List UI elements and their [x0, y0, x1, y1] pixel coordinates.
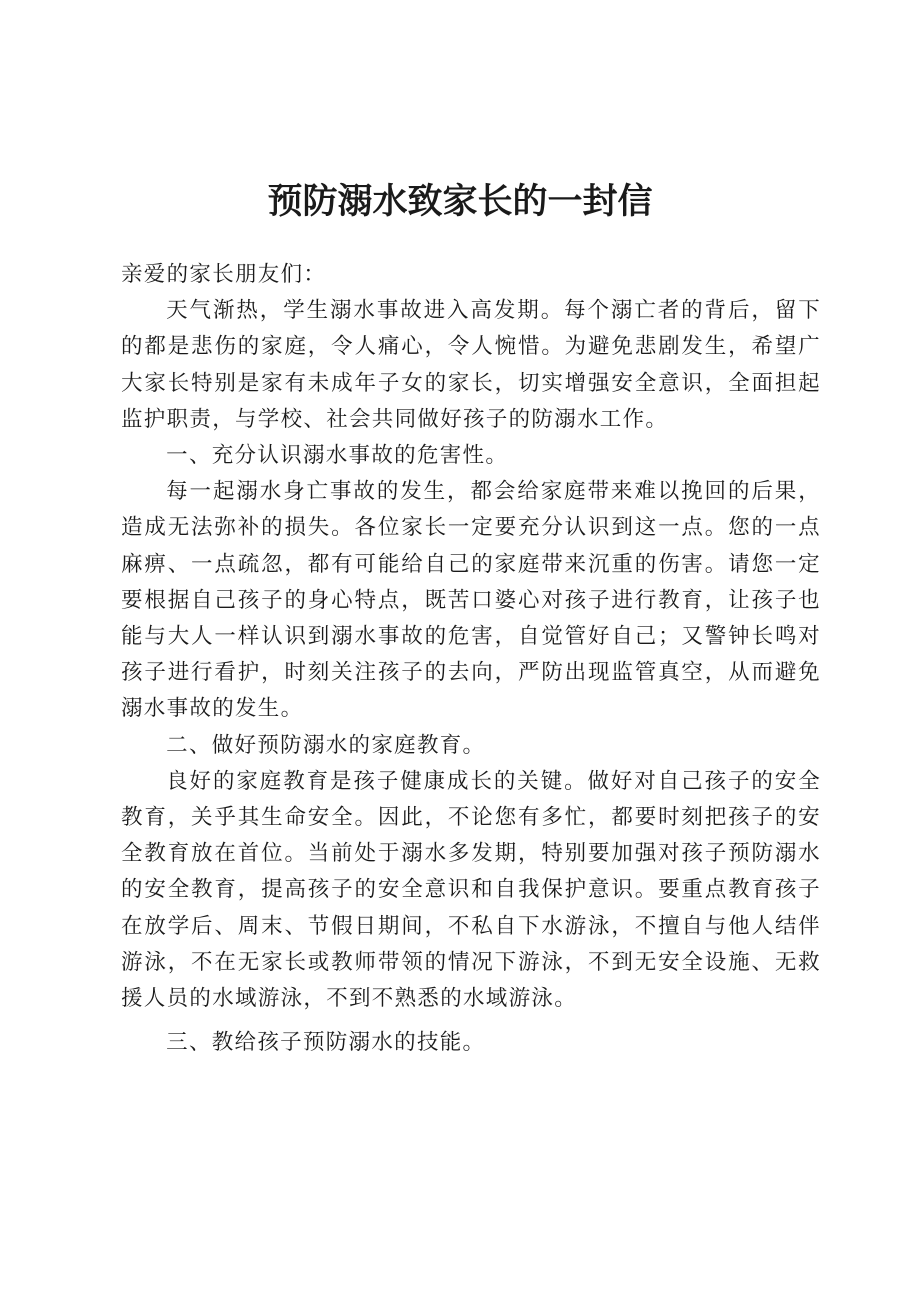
- section-heading-3: 三、教给孩子预防溺水的技能。: [166, 1030, 486, 1056]
- section-heading-2: 二、做好预防溺水的家庭教育。: [166, 732, 486, 758]
- section-heading-1: 一、充分认识溺水事故的危害性。: [166, 443, 509, 469]
- document-title: 预防溺水致家长的一封信: [267, 182, 653, 222]
- paragraph-section-2: 良好的家庭教育是孩子健康成长的关键。做好对自己孩子的安全教育，关乎其生命安全。因此，不论您有多忙，都要时刻把孩子的安全教育放在首位。当前处于溺水多发期，特别要加强对孩子预防溺水的安全教育，提高孩子的安全意识和自我保护意识。要重点教育孩子在放学后、周末、节假日期间，不私自下水游泳，不擅自与他人结伴游泳，不在无家长或教师带领的情况下游泳，不到无安全设施、无救援人员的水域游泳，不到不熟悉的水域游泳。: [121, 768, 821, 1012]
- letter-body: [121, 257, 821, 1061]
- paragraph-intro: 天气渐热，学生溺水事故进入高发期。每个溺亡者的背后，留下的都是悲伤的家庭，令人痛心，令人惋惜。为避免悲剧发生，希望广大家长特别是家有未成年子女的家长，切实增强安全意识，全面担起监护职责，与学校、社会共同做好孩子的防溺水工作。: [121, 298, 821, 432]
- paragraph-section-1: 每一起溺水身亡事故的发生，都会给家庭带来难以挽回的后果，造成无法弥补的损失。各位家长一定要充分认识到这一点。您的一点麻痹、一点疏忽，都有可能给自己的家庭带来沉重的伤害。请您一定要根据自己孩子的身心特点，既苦口婆心对孩子进行教育，让孩子也能与大人一样认识到溺水事故的危害，自觉管好自己；又警钟长鸣对孩子进行看护，时刻关注孩子的去向，严防出现监管真空，从而避免溺水事故的发生。: [121, 479, 821, 722]
- salutation: 亲爱的家长朋友们：: [121, 262, 327, 287]
